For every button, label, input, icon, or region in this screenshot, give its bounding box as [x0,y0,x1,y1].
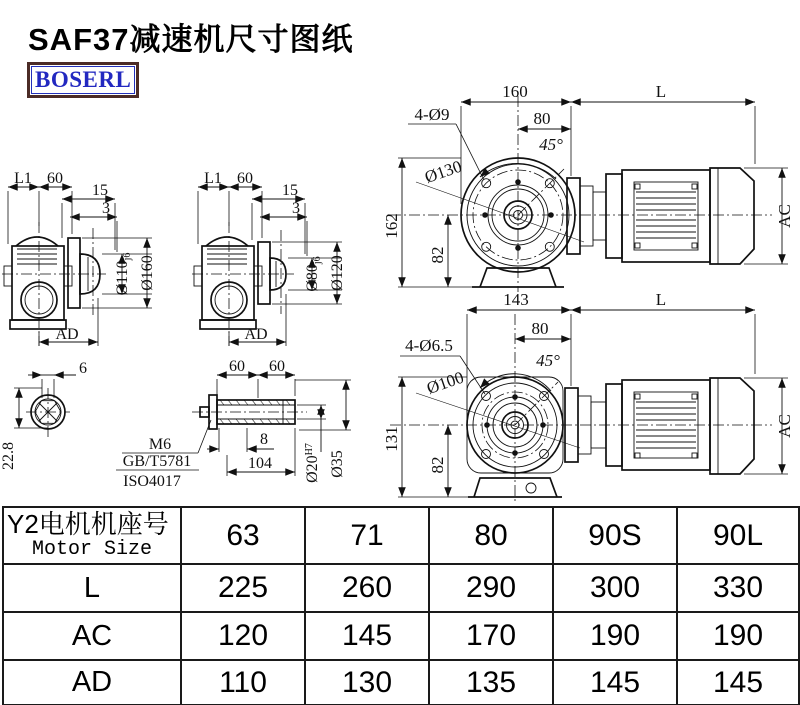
cell-AD-90l: 145 [677,660,799,705]
brand-logo-text: BOSERL [35,67,132,92]
dim-holes: 4-Ø6.5 [405,336,453,355]
dim-3: 3 [292,200,300,217]
center-lines [192,222,294,346]
col-header-90s: 90S [553,507,677,564]
dim-15: 15 [282,182,298,199]
dim-6: 6 [79,360,87,377]
dim-width: 143 [503,290,529,309]
cell-L-63: 225 [181,564,305,612]
cell-L-80: 290 [429,564,553,612]
dim-flange-dia: Ø120 [329,255,346,291]
dim-width: 160 [502,82,528,101]
cell-L-90l: 330 [677,564,799,612]
dim-82: 82 [428,246,447,264]
dim-height: 131 [382,426,401,452]
dim-60: 60 [47,170,63,187]
dim-L1: L1 [14,170,32,187]
row-label-AD: AD [3,660,181,705]
dim-60b: 60 [269,358,285,375]
row-label-L: L [3,564,181,612]
dim-dia35: Ø35 [329,450,346,478]
drawing-side-view-small [190,158,376,354]
dim-8: 8 [260,431,268,448]
cell-L-90s: 300 [553,564,677,612]
motor-outline [565,378,754,474]
dim-80: 80 [531,319,549,338]
dim-bore: $Ø20^{H7}$ [304,443,321,483]
row-label-AC: AC [3,612,181,660]
bolt-end-view [26,388,70,438]
gearbox-outline [194,237,286,329]
header-motor-size [3,507,181,564]
dim-angle: 45° [539,135,563,154]
dim-80: 80 [533,109,551,128]
header-motor-size-en: Motor Size [31,537,153,561]
dim-104: 104 [248,455,272,472]
dim-L: L [655,82,667,101]
cell-AD-80: 135 [429,660,553,705]
callout-std2: ISO4017 [123,473,181,490]
gearbox-outline [4,237,100,329]
cell-AC-90l: 190 [677,612,799,660]
cell-AC-71: 145 [305,612,429,660]
cell-AC-80: 170 [429,612,553,660]
dim-AC: AC [775,414,794,438]
callout-std1: GB/T5781 [122,453,192,470]
brand-logo [27,62,139,98]
dim-AD: AD [244,326,268,343]
center-lines [2,222,106,346]
dim-shaft-dia: Ø110j6 [114,252,133,296]
table-row-L [3,564,799,612]
dim-holes: 4-Ø9 [414,105,450,124]
cell-AD-90s: 145 [553,660,677,705]
table-header-row [3,507,799,564]
header-motor-size-cn: Y2电机机座号 [7,508,169,539]
dim-82: 82 [428,456,447,474]
dim-shaft-dia: Ø80j6 [304,256,323,292]
cell-AD-63: 110 [181,660,305,705]
cell-L-71: 260 [305,564,429,612]
cell-AD-71: 130 [305,660,429,705]
callout-thread: M6 [148,436,172,453]
table-row-AC [3,612,799,660]
dim-3: 3 [102,200,110,217]
col-header-90l: 90L [677,507,799,564]
motor-size-table [2,506,800,705]
dim-15: 15 [92,182,108,199]
page-title: SAF37减速机尺寸图纸 [28,22,354,57]
dim-L1: L1 [204,170,222,187]
dim-height: 162 [382,213,401,239]
center-lines [390,96,772,292]
cell-AC-63: 120 [181,612,305,660]
dimension-lines [398,310,788,497]
col-header-80: 80 [429,507,553,564]
dim-22-8: 22.8 [0,442,17,470]
dim-bolt-circle: Ø130 [422,156,465,187]
drawing-side-view-large [0,158,186,354]
dim-angle: 45° [536,351,560,370]
dim-flange-dia: Ø160 [139,255,156,291]
dim-60: 60 [237,170,253,187]
table-row-AD [3,660,799,705]
drawing-front-view-top [382,82,800,294]
dim-60a: 60 [229,358,245,375]
motor-outline [567,168,754,264]
cell-AC-90s: 190 [553,612,677,660]
col-header-63: 63 [181,507,305,564]
drawing-shaft-detail [2,352,388,504]
dim-bolt-circle: Ø100 [424,367,467,398]
drawing-front-view-bottom [382,290,800,508]
col-header-71: 71 [305,507,429,564]
dim-AC: AC [775,204,794,228]
dim-L: L [655,290,667,309]
dim-AD: AD [55,326,79,343]
